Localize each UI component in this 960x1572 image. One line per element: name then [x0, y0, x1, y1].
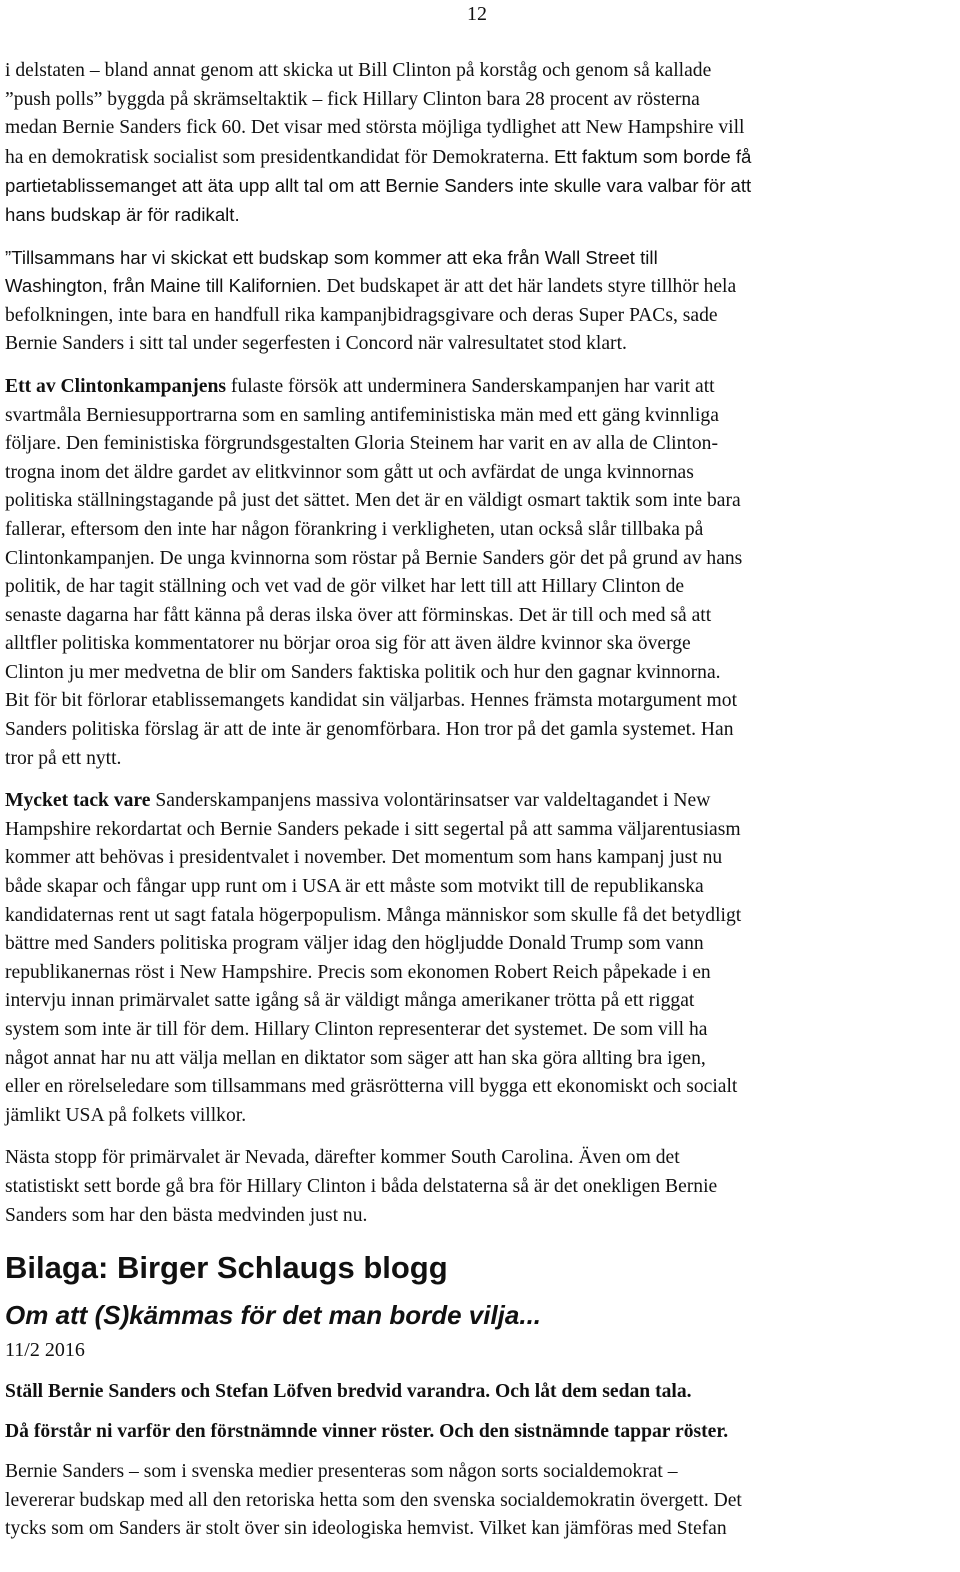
text-fragment: fulaste försök att underminera Sanderskampanjen har varit att	[226, 375, 715, 397]
lead-bold-text: Ett av Clintonkampanjens	[5, 375, 227, 397]
text-line	[5, 143, 955, 173]
document-body	[5, 57, 955, 1558]
text-line: alltfler politiska kommentatorer nu börjar oroa sig för att även äldre kvinnor ska överge	[5, 633, 691, 655]
lead-bold-text: Mycket tack vare	[5, 790, 151, 812]
text-line: republikanernas röst i New Hampshire. Precis som ekonomen Robert Reich påpekade i en	[5, 961, 711, 983]
text-line: eller en rörelseledare som tillsammans med gräsrötterna vill bygga ett ekonomiskt och socialt	[5, 1076, 738, 1098]
text-line: tycks som om Sanders är stolt över sin ideologiska hemvist. Vilket kan jämföras med Stefan	[5, 1518, 727, 1540]
text-line: partietablissemanget att äta upp allt tal om att Bernie Sanders inte skulle vara valbar för att	[5, 175, 752, 197]
text-line	[5, 272, 955, 302]
text-line: i delstaten – bland annat genom att skicka ut Bill Clinton på korståg och genom så kallade	[5, 60, 712, 81]
text-line: bättre med Sanders politiska program väljer idag den högljudde Donald Trump som vann	[5, 933, 704, 955]
blog-post-title: Om att (S)kämmas för det man borde vilja...	[5, 1300, 542, 1331]
text-line: kandidaternas rent ut sagt fatala högerpopulism. Många människor som skulle få det betydligt	[5, 904, 742, 926]
text-fragment: Sanderskampanjens massiva volontärinsatser var valdeltagandet i New	[150, 790, 711, 812]
text-line: kommer att behövas i presidentvalet i november. Det momentum som hans kampanj just nu	[5, 847, 723, 869]
text-line: Clintonkampanjen. De unga kvinnorna som röstar på Bernie Sanders gör det på grund av hans	[5, 547, 743, 569]
text-line: ”push polls” byggda på skrämseltaktik – fick Hillary Clinton bara 28 procent av rösterna	[5, 88, 700, 110]
text-line: följare. Den feministiska förgrundsgestalten Gloria Steinem har varit en av alla de Clinton-	[5, 433, 718, 455]
text-line: svartmåla Berniesupportrarna som en samling antifeministiska män med ett gäng kvinnliga	[5, 404, 719, 426]
text-line: Sanders som har den bästa medvinden just nu.	[5, 1204, 368, 1226]
text-line: Nästa stopp för primärvalet är Nevada, därefter kommer South Carolina. Även om det	[5, 1147, 680, 1169]
text-line: system som inte är till för dem. Hillary Clinton representerar det systemet. De som vill ha	[5, 1019, 708, 1040]
text-line: befolkningen, inte bara en handfull rika kampanjbidragsgivare och deras Super PACs, sade	[5, 304, 718, 326]
text-fragment: Washington, från Maine till Kalifornien.	[5, 275, 322, 297]
bold-statement-2: Då förstår ni varför den förstnämnde vinner röster. Och den sistnämnde tappar röster.	[5, 1421, 729, 1443]
paragraph-clinton-results	[5, 57, 955, 230]
text-line: Bernie Sanders i sitt tal under segerfesten i Concord när valresultatet stod klart.	[5, 333, 627, 355]
bold-statement-1: Ställ Bernie Sanders och Stefan Löfven bredvid varandra. Och låt dem sedan tala.	[5, 1381, 692, 1403]
text-line: både skapar och fångar upp runt om i USA är ett måste som motvikt till de republikanska	[5, 876, 704, 898]
text-line: trogna inom det äldre gardet av elitkvinnor som gått ut och avfärdat de unga kvinnornas	[5, 461, 694, 483]
text-line: levererar budskap med all den retoriska hetta som den svenska socialdemokratin övergett. Det	[5, 1489, 742, 1511]
post-date: 11/2 2016	[5, 1339, 85, 1362]
appendix-heading: Bilaga: Birger Schlaugs blogg	[5, 1250, 448, 1286]
text-line: Hampshire rekordartat och Bernie Sanders pekade i sitt segertal på att samma väljarentusiasm	[5, 818, 741, 840]
text-line: Clinton ju mer medvetna de blir om Sanders faktiska politik och hur den gagnar kvinnorna.	[5, 661, 721, 683]
text-fragment: Ett faktum som borde få	[554, 145, 752, 167]
text-line: medan Bernie Sanders fick 60. Det visar med största möjliga tydlighet att New Hampshire vill	[5, 117, 745, 139]
text-line: Bernie Sanders – som i svenska medier presenteras som någon sorts socialdemokrat –	[5, 1461, 678, 1483]
paragraph-volunteers	[5, 787, 955, 1130]
text-line	[5, 787, 955, 816]
text-line: politik, de har tagit ställning och vet vad de gör vilket har lett till att Hillary Clinton de	[5, 576, 685, 598]
paragraph-blog-intro	[5, 1458, 955, 1544]
text-line: statistiskt sett borde gå bra för Hillary Clinton i båda delstaterna så är det onekligen Bernie	[5, 1175, 718, 1197]
text-line: Sanders politiska förslag är att de inte är genomförbara. Hon tror på det gamla systemet. Han	[5, 719, 734, 741]
text-line: jämlikt USA på folkets villkor.	[5, 1104, 247, 1126]
text-line: något annat har nu att välja mellan en diktator som säger att han ska göra allting bra igen,	[5, 1047, 706, 1069]
text-line: Bit för bit förlorar etablissemangets kandidat sin väljarbas. Hennes främsta motargument mot	[5, 690, 738, 712]
paragraph-clinton-campaign	[5, 373, 955, 773]
paragraph-next-stop	[5, 1144, 955, 1230]
text-line: ”Tillsammans har vi skickat ett budskap som kommer att eka från Wall Street till	[5, 246, 658, 268]
text-line: tror på ett nytt.	[5, 747, 122, 769]
text-fragment: Det budskapet är att det här landets styre tillhör hela	[326, 276, 737, 298]
text-line: politiska ställningstagande på just det sättet. Men det är en väldigt osmart taktik som inte bara	[5, 490, 741, 512]
text-line: senaste dagarna har fått känna på deras ilska över att förminskas. Det är till och med så att	[5, 604, 712, 626]
page-number: 12	[467, 3, 487, 25]
text-line: hans budskap är för radikalt.	[5, 203, 240, 225]
text-line	[5, 373, 955, 402]
paragraph-sanders-quote	[5, 244, 955, 359]
text-line: intervju innan primärvalet satte igång så är väldigt många amerikaner trötta på ett riggat	[5, 990, 695, 1012]
text-line: fallerar, eftersom den inte har någon förankring i verkligheten, utan också slår tillbaka på	[5, 518, 704, 540]
text-fragment: ha en demokratisk socialist som presidentkandidat för Demokraterna.	[5, 146, 550, 168]
